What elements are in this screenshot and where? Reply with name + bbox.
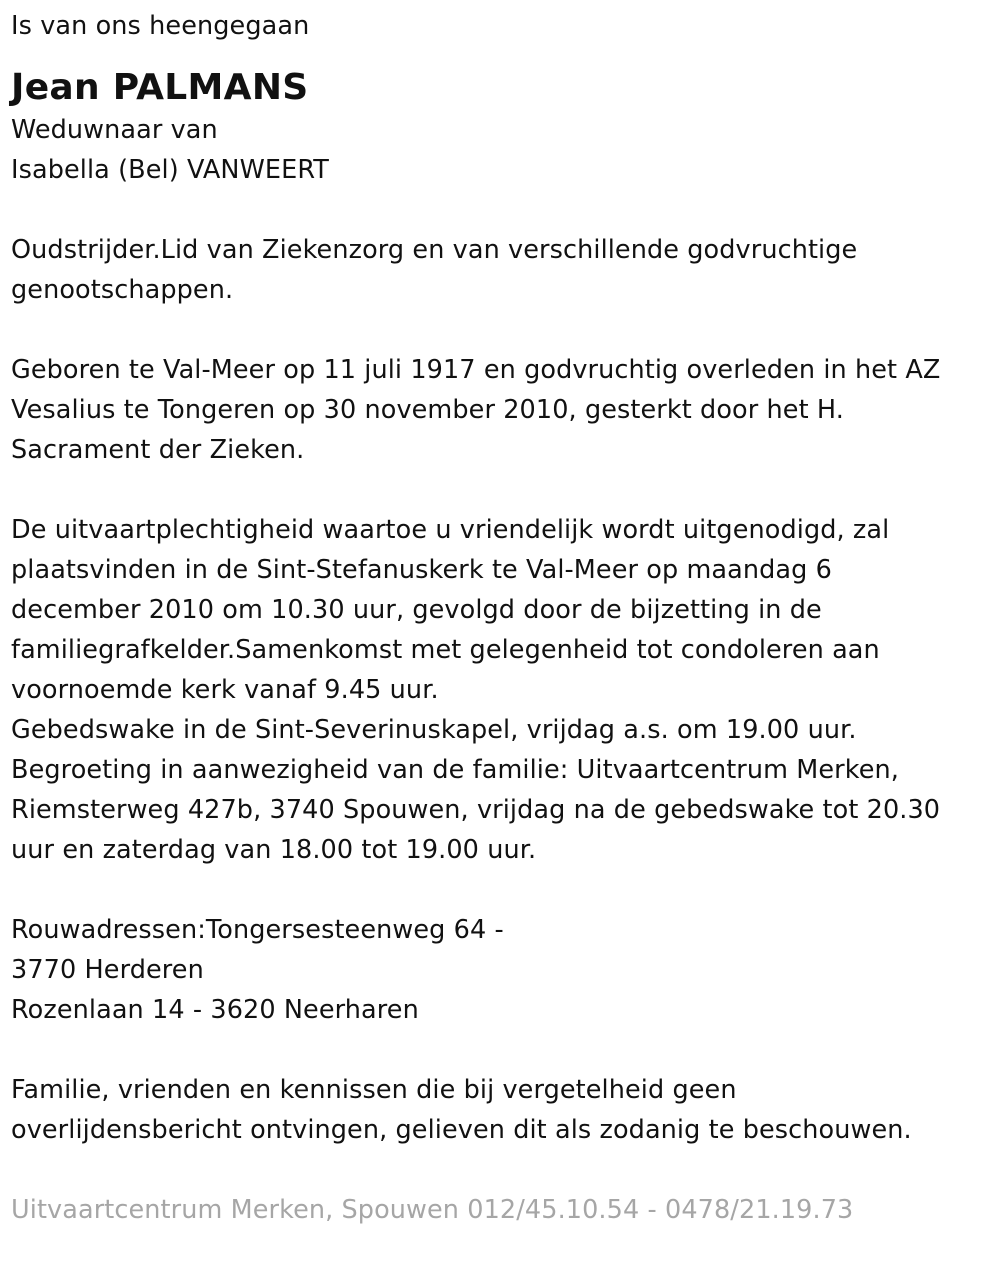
paragraph-notice bbox=[11, 1070, 988, 1150]
text-line: Begroeting in aanwezigheid van de familie: Uitvaartcentrum Merken, bbox=[11, 755, 899, 785]
text-line: december 2010 om 10.30 uur, gevolgd door de bijzetting in de bbox=[11, 595, 822, 625]
relation-line: Weduwnaar van bbox=[11, 115, 218, 145]
text-line: Sacrament der Zieken. bbox=[11, 435, 305, 465]
spouse-name: Isabella (Bel) VANWEERT bbox=[11, 155, 329, 185]
text-line: Rouwadressen:Tongersesteenweg 64 - bbox=[11, 915, 504, 945]
paragraph-funeral bbox=[11, 510, 988, 870]
text-line: Riemsterweg 427b, 3740 Spouwen, vrijdag na de gebedswake tot 20.30 bbox=[11, 795, 941, 825]
text-line: Familie, vrienden en kennissen die bij vergetelheid geen bbox=[11, 1075, 737, 1105]
text-line: De uitvaartplechtigheid waartoe u vriendelijk wordt uitgenodigd, zal bbox=[11, 515, 890, 545]
deceased-name: Jean PALMANS bbox=[11, 67, 309, 108]
text-line: Vesalius te Tongeren op 30 november 2010, gesterkt door het H. bbox=[11, 395, 844, 425]
text-line: familiegrafkelder.Samenkomst met gelegenheid tot condoleren aan bbox=[11, 635, 880, 665]
text-line: uur en zaterdag van 18.00 tot 19.00 uur. bbox=[11, 835, 537, 865]
text-line: Oudstrijder.Lid van Ziekenzorg en van verschillende godvruchtige bbox=[11, 235, 858, 265]
text-line: genootschappen. bbox=[11, 275, 234, 305]
intro-text: Is van ons heengegaan bbox=[11, 11, 310, 41]
paragraph-birth-death bbox=[11, 350, 988, 470]
text-line: Gebedswake in de Sint-Severinuskapel, vrijdag a.s. om 19.00 uur. bbox=[11, 715, 857, 745]
paragraph-addresses bbox=[11, 910, 988, 1030]
text-line: overlijdensbericht ontvingen, gelieven dit als zodanig te beschouwen. bbox=[11, 1115, 912, 1145]
funeral-home-footer: Uitvaartcentrum Merken, Spouwen 012/45.10.54 - 0478/21.19.73 bbox=[11, 1195, 854, 1225]
text-line: plaatsvinden in de Sint-Stefanuskerk te Val-Meer op maandag 6 bbox=[11, 555, 832, 585]
relation-block bbox=[11, 110, 988, 190]
text-line: Geboren te Val-Meer op 11 juli 1917 en godvruchtig overleden in het AZ bbox=[11, 355, 941, 385]
text-line: Rozenlaan 14 - 3620 Neerharen bbox=[11, 995, 419, 1025]
text-line: voornoemde kerk vanaf 9.45 uur. bbox=[11, 675, 439, 705]
text-line: 3770 Herderen bbox=[11, 955, 204, 985]
paragraph-membership bbox=[11, 230, 988, 310]
